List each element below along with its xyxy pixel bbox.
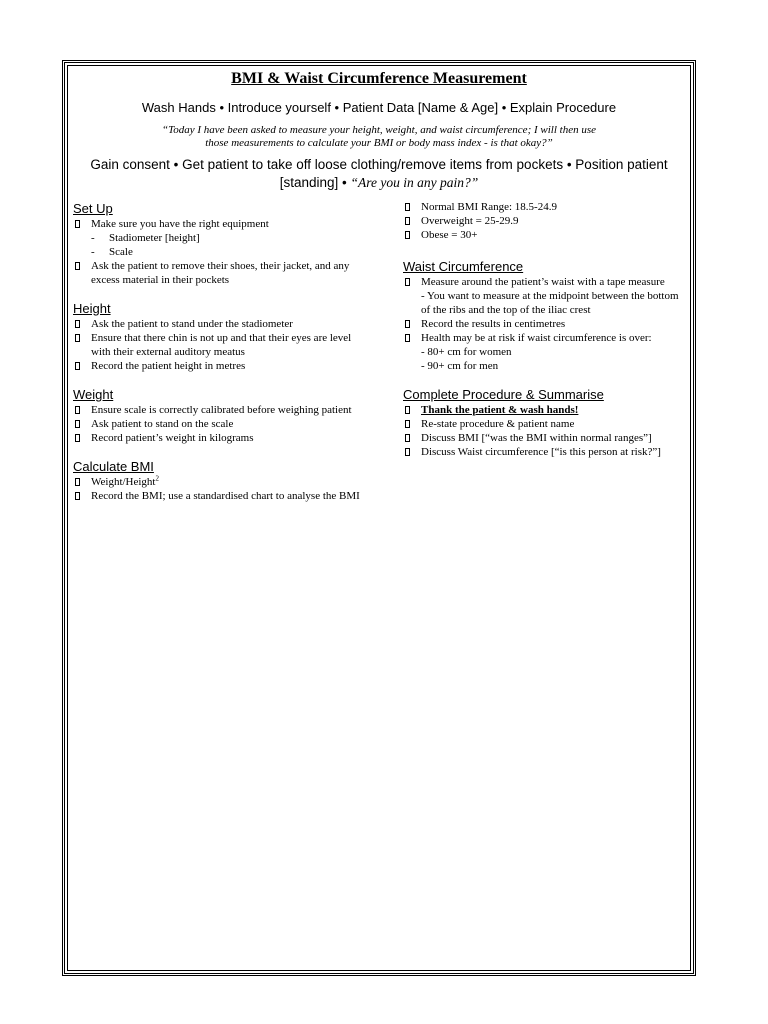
bullet-box-icon (75, 434, 80, 442)
weight-heading: Weight (73, 387, 114, 402)
bullet-box-icon (75, 420, 80, 428)
setup-heading: Set Up (73, 201, 113, 216)
list-item: Health may be at risk if waist circumference is over: (403, 331, 688, 345)
height-list (73, 317, 363, 373)
dash-icon: - (91, 232, 95, 244)
list-item: Obese = 30+ (403, 228, 688, 242)
list-item: Record the patient height in metres (73, 359, 363, 373)
sub-item: - Stadiometer [height] (91, 232, 200, 244)
pain-question: “Are you in any pain?” (350, 175, 479, 190)
list-item: Measure around the patient’s waist with a tape measure (403, 275, 688, 289)
complete-list (403, 403, 688, 459)
consent-text: Gain consent • Get patient to take off loose clothing/remove items from pockets • Position patient [standing] • (90, 157, 668, 190)
list-item: Re-state procedure & patient name (403, 417, 688, 431)
bmi-ranges-list (403, 200, 688, 242)
list-item (73, 475, 363, 489)
bullet-box-icon (75, 262, 80, 270)
intro-steps: Wash Hands • Introduce yourself • Patient Data [Name & Age] • Explain Procedure (141, 100, 617, 115)
list-item: Discuss Waist circumference [“is this person at risk?”] (403, 445, 688, 459)
intro-quote: “Today I have been asked to measure your height, weight, and waist circumference; I will then use those measurements to calculate your BMI or body mass index - is that okay?” (161, 124, 596, 149)
waist-men: - 90+ cm for men (421, 360, 499, 372)
consent-steps (70, 156, 688, 192)
waist-list (403, 275, 688, 373)
setup-section (73, 201, 363, 287)
complete-section (403, 387, 688, 459)
calc-list (73, 475, 363, 503)
list-item: Make sure you have the right equipment (73, 217, 363, 231)
bullet-box-icon (405, 434, 410, 442)
waist-women: - 80+ cm for women (421, 346, 512, 358)
calc-heading: Calculate BMI (73, 459, 154, 474)
left-column (73, 201, 363, 503)
list-item: Ensure scale is correctly calibrated before weighing patient (73, 403, 363, 417)
list-item: Record the BMI; use a standardised chart to analyse the BMI (73, 489, 363, 503)
bullet-box-icon (75, 320, 80, 328)
right-column (403, 200, 688, 459)
list-item: Overweight = 25-29.9 (403, 214, 688, 228)
waist-note: - You want to measure at the midpoint between the bottom of the ribs and the top of the iliac crest (421, 290, 679, 316)
list-item: Ask patient to stand on the scale (73, 417, 363, 431)
bullet-box-icon (75, 334, 80, 342)
bullet-box-icon (75, 406, 80, 414)
list-item: Record the results in centimetres (403, 317, 688, 331)
setup-list (73, 217, 363, 287)
page-title: BMI & Waist Circumference Measurement (231, 70, 527, 87)
complete-heading: Complete Procedure & Summarise (403, 387, 604, 402)
list-item: Thank the patient & wash hands! (403, 403, 688, 417)
bullet-box-icon (75, 478, 80, 486)
list-item: Ask the patient to stand under the stadiometer (73, 317, 363, 331)
bullet-box-icon (405, 217, 410, 225)
bullet-box-icon (405, 231, 410, 239)
bullet-box-icon (405, 406, 410, 414)
bmi-formula: Weight/Height (91, 476, 156, 488)
page-border (62, 60, 696, 976)
dash-icon: - (91, 246, 95, 258)
bullet-box-icon (405, 420, 410, 428)
list-item: Discuss BMI [“was the BMI within normal ranges”] (403, 431, 688, 445)
squared-superscript: 2 (155, 474, 159, 483)
calc-section (73, 459, 363, 503)
weight-section (73, 387, 363, 445)
list-item: Normal BMI Range: 18.5-24.9 (403, 200, 688, 214)
bullet-box-icon (405, 278, 410, 286)
bullet-box-icon (75, 220, 80, 228)
height-section (73, 301, 363, 373)
waist-heading: Waist Circumference (403, 259, 524, 274)
bullet-box-icon (405, 320, 410, 328)
list-item: Ask the patient to remove their shoes, their jacket, and any excess material in their pockets (73, 259, 363, 287)
bullet-box-icon (75, 492, 80, 500)
list-item: Record patient’s weight in kilograms (73, 431, 363, 445)
waist-section (403, 259, 688, 373)
list-item: Ensure that there chin is not up and that their eyes are level with their external auditory meatus (73, 331, 363, 359)
bullet-box-icon (405, 448, 410, 456)
bullet-box-icon (75, 362, 80, 370)
weight-list (73, 403, 363, 445)
bullet-box-icon (405, 334, 410, 342)
sub-item: - Scale (91, 246, 133, 258)
height-heading: Height (73, 301, 111, 316)
bullet-box-icon (405, 203, 410, 211)
